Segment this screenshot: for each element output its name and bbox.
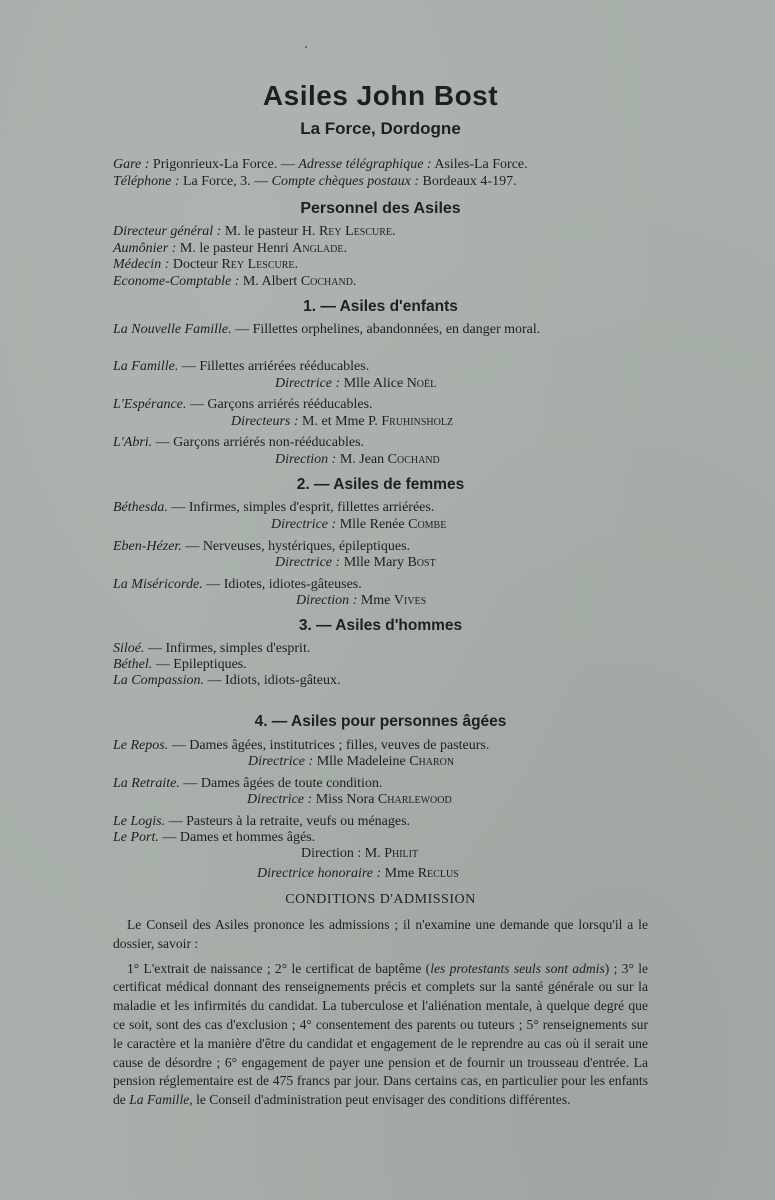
section-1-heading: 1. — Asiles d'enfants bbox=[303, 298, 458, 315]
entry-siloe bbox=[113, 640, 310, 657]
entry-name: Béthesda. bbox=[113, 500, 168, 515]
gare-label: Gare : bbox=[113, 157, 150, 172]
entry-la-famille bbox=[113, 358, 369, 375]
director-name: Mme bbox=[360, 593, 391, 608]
director-label: Directrice : bbox=[247, 792, 313, 807]
personnel-row bbox=[113, 240, 347, 257]
entry-desc: — Idiotes, idiotes-gâteuses. bbox=[206, 577, 362, 592]
entry-director bbox=[247, 791, 452, 808]
conditions-text: ) ; 3° le certificat médical donnant des renseignements précis et complets sur la santé générale ou sur la maladie et les infirmités du candidat. La tuberculose et l'aliénation mentale, à quelque degré que ce soit, sont des cas d'exclusion ; 4° consentement des parents ou tuteurs ; 5° renseignements sur le caractère et la manière d'être du candidat et engagement de le reprendre au cas où il serait une cause de désordre ; 6° engagement de payer une pension et de fournir un trousseau d'entrée. La pension réglementaire est de 475 francs par jour. Dans certains cas, en particulier pour les enfants de bbox=[113, 960, 649, 1108]
director-surname: Bost bbox=[407, 555, 436, 570]
conditions-heading: CONDITIONS D'ADMISSION bbox=[285, 892, 476, 907]
personnel-surname: Anglade. bbox=[292, 241, 347, 256]
conditions-intro: Le Conseil des Asiles prononce les admissions ; il n'examine une demande que lorsqu'il a le dossier, savoir : bbox=[113, 917, 648, 951]
personnel-role: Econome-Comptable : bbox=[113, 274, 240, 289]
entry-desc: — Garçons arriérés non-rééducables. bbox=[155, 435, 365, 450]
entry-name: Le Logis. bbox=[113, 814, 166, 829]
entry-misericorde bbox=[113, 576, 362, 593]
gare-value: Prigonrieux-La Force. — bbox=[152, 157, 295, 172]
director-surname: Combe bbox=[408, 517, 447, 532]
entry-desc: — Dames âgées de toute condition. bbox=[183, 776, 383, 791]
director-name: Mlle Renée bbox=[339, 517, 405, 532]
director-name: Mme bbox=[384, 866, 415, 881]
director-surname: Noël bbox=[406, 376, 437, 391]
entry-abri bbox=[113, 434, 364, 451]
page-title: Asiles John Bost bbox=[262, 80, 499, 111]
director-label: Directeurs : bbox=[231, 414, 299, 429]
personnel-name: M. le pasteur H. bbox=[224, 224, 316, 239]
section-2-heading: 2. — Asiles de femmes bbox=[296, 476, 465, 493]
personnel-heading: Personnel des Asiles bbox=[300, 200, 461, 217]
entry-name: La Compassion. bbox=[113, 673, 205, 688]
personnel-row bbox=[113, 256, 298, 273]
entry-name: La Retraite. bbox=[113, 776, 180, 791]
conditions-body bbox=[113, 916, 648, 1110]
personnel-surname: Cochand. bbox=[300, 274, 357, 289]
entry-name: Le Repos. bbox=[113, 738, 169, 753]
director-name: Mlle Madeleine bbox=[316, 754, 406, 769]
entry-desc: — Infirmes, simples d'esprit, fillettes arriérées. bbox=[171, 500, 435, 515]
director-label: Directrice honoraire : bbox=[257, 866, 382, 881]
director-name: Mlle Mary bbox=[343, 555, 404, 570]
entry-desc: — Fillettes arriérées rééducables. bbox=[181, 359, 370, 374]
entry-name: Béthel. bbox=[113, 657, 153, 672]
section-3-heading: 3. — Asiles d'hommes bbox=[298, 617, 463, 634]
entry-director bbox=[275, 375, 436, 392]
entry-name: Le Port. bbox=[113, 830, 159, 845]
compte-label: Compte chèques postaux : bbox=[271, 174, 419, 189]
entry-retraite bbox=[113, 775, 382, 792]
entry-desc: — Idiots, idiots-gâteux. bbox=[207, 673, 341, 688]
director-surname: Philit bbox=[384, 846, 419, 861]
page-subtitle: La Force, Dordogne bbox=[300, 119, 461, 138]
personnel-surname: Rey Lescure. bbox=[318, 224, 396, 239]
telephone-label: Téléphone : bbox=[113, 174, 180, 189]
entry-director bbox=[271, 516, 446, 533]
entry-name: Siloé. bbox=[113, 641, 145, 656]
paper-speck bbox=[305, 46, 307, 48]
contact-line-2 bbox=[113, 173, 517, 190]
contact-line-1 bbox=[113, 156, 528, 173]
entry-port bbox=[113, 829, 315, 846]
entry-desc: — Nerveuses, hystériques, épileptiques. bbox=[185, 539, 411, 554]
director-surname: Charon bbox=[409, 754, 455, 769]
director-surname: Vives bbox=[393, 593, 427, 608]
compte-value: Bordeaux 4-197. bbox=[422, 174, 517, 189]
entry-bethesda bbox=[113, 499, 434, 516]
personnel-surname: Rey Lescure. bbox=[221, 257, 299, 272]
entry-desc: — Dames âgées, institutrices ; filles, veuves de pasteurs. bbox=[171, 738, 490, 753]
director-label: Directrice : bbox=[271, 517, 337, 532]
entry-repos bbox=[113, 737, 489, 754]
entry-nouvelle-famille bbox=[113, 321, 540, 338]
personnel-role: Directeur général : bbox=[113, 224, 222, 239]
entry-desc: — Dames et hommes âgés. bbox=[162, 830, 316, 845]
director-name: M. et Mme P. bbox=[302, 414, 378, 429]
entry-name: L'Abri. bbox=[113, 435, 153, 450]
director-name: M. bbox=[364, 846, 381, 861]
director-name: Mlle Alice bbox=[343, 376, 404, 391]
personnel-name: M. le pasteur Henri bbox=[179, 241, 289, 256]
director-label: Direction : bbox=[296, 593, 358, 608]
entry-esperance bbox=[113, 396, 373, 413]
director-label: Direction : bbox=[301, 846, 362, 861]
director-surname: Fruhinsholz bbox=[381, 414, 454, 429]
director-label: Directrice : bbox=[275, 555, 341, 570]
entry-director bbox=[275, 451, 440, 468]
personnel-name: M. Albert bbox=[242, 274, 298, 289]
conditions-text: 1° L'extrait de naissance ; 2° le certificat de baptême ( bbox=[127, 960, 431, 976]
director-label: Direction : bbox=[275, 452, 337, 467]
conditions-emphasis: La Famille, bbox=[129, 1092, 193, 1108]
personnel-row bbox=[113, 223, 396, 240]
entry-director bbox=[248, 753, 454, 770]
entry-name: La Famille. bbox=[113, 359, 179, 374]
entry-name: La Nouvelle Famille. bbox=[113, 322, 232, 337]
adresse-label: Adresse télégraphique : bbox=[298, 157, 432, 172]
entry-desc: — Pasteurs à la retraite, veufs ou ménages. bbox=[168, 814, 411, 829]
entry-desc: — Fillettes orphelines, abandonnées, en danger moral. bbox=[235, 322, 541, 337]
entry-director bbox=[296, 592, 426, 609]
director-name: Miss Nora bbox=[315, 792, 375, 807]
entry-bethel bbox=[113, 656, 247, 673]
personnel-row bbox=[113, 273, 356, 290]
entry-director bbox=[275, 554, 436, 571]
entry-desc: — Epileptiques. bbox=[155, 657, 247, 672]
director-label: Directrice : bbox=[275, 376, 341, 391]
entry-name: La Miséricorde. bbox=[113, 577, 203, 592]
director-surname: Reclus bbox=[417, 866, 459, 881]
telephone-value: La Force, 3. — bbox=[182, 174, 269, 189]
honorary-director bbox=[257, 865, 459, 882]
entry-eben-hezer bbox=[113, 538, 410, 555]
entry-name: Eben-Hézer. bbox=[113, 539, 182, 554]
section-4-heading: 4. — Asiles pour personnes âgées bbox=[254, 713, 507, 730]
director-label: Directrice : bbox=[248, 754, 314, 769]
entry-compassion bbox=[113, 672, 341, 689]
personnel-role: Aumônier : bbox=[113, 241, 177, 256]
entry-director bbox=[231, 413, 453, 430]
entry-desc: — Infirmes, simples d'esprit. bbox=[148, 641, 311, 656]
entry-desc: — Garçons arriérés rééducables. bbox=[189, 397, 373, 412]
personnel-name: Docteur bbox=[172, 257, 218, 272]
personnel-role: Médecin : bbox=[113, 257, 170, 272]
conditions-text: le Conseil d'administration peut envisager des conditions différentes. bbox=[192, 1092, 571, 1108]
conditions-emphasis: les protestants seuls sont admis bbox=[430, 960, 605, 976]
entry-logis bbox=[113, 813, 410, 830]
director-surname: Charlewood bbox=[377, 792, 452, 807]
conditions-list bbox=[113, 960, 648, 1110]
entry-name: L'Espérance. bbox=[113, 397, 187, 412]
director-name: M. Jean bbox=[339, 452, 385, 467]
director-surname: Cochand bbox=[387, 452, 440, 467]
entry-director bbox=[301, 845, 418, 862]
adresse-value: Asiles-La Force. bbox=[434, 157, 528, 172]
